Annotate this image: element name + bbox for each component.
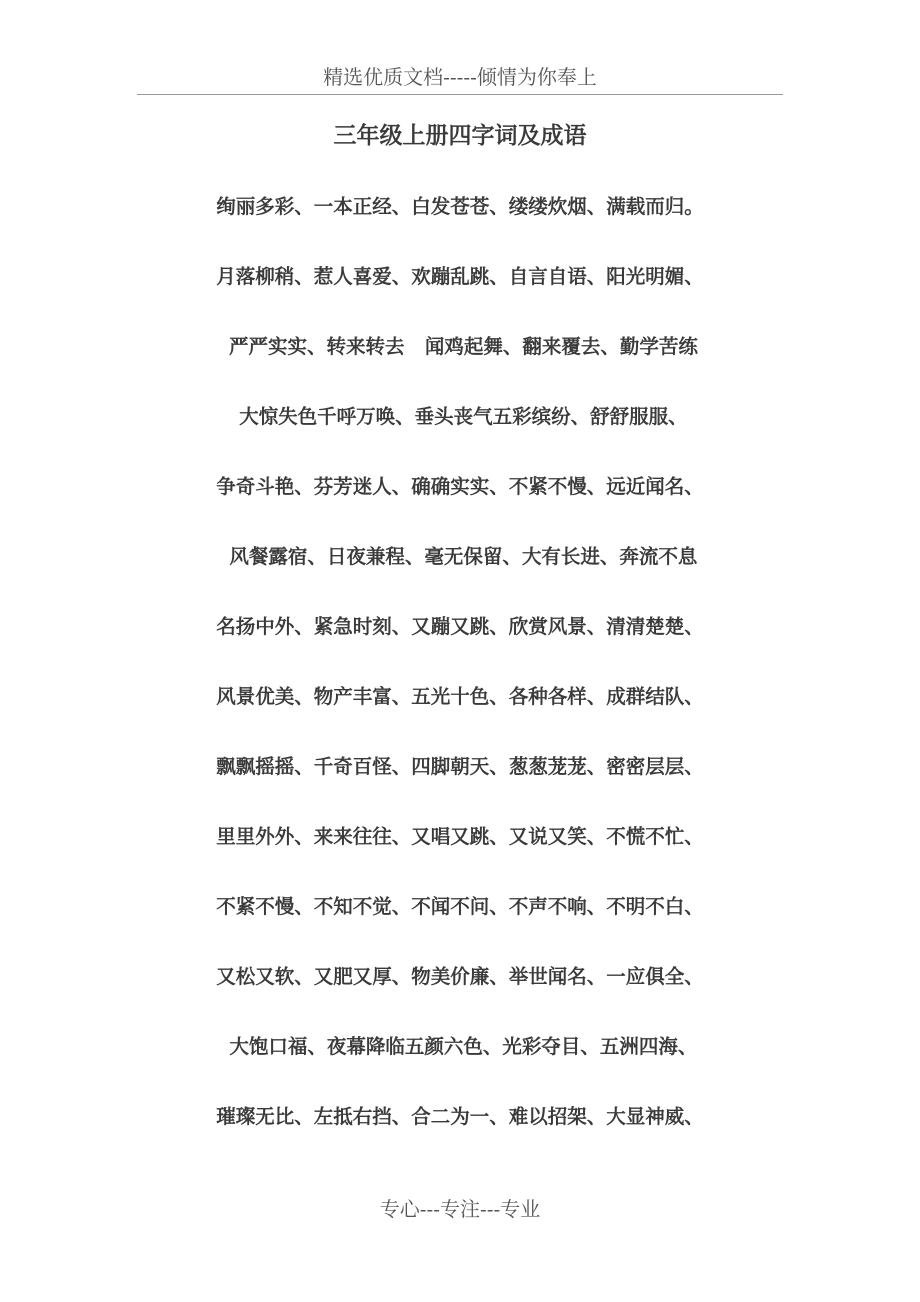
word-line: 风餐露宿、日夜兼程、毫无保留、大有长进、奔流不息 — [222, 545, 698, 568]
word-line: 风景优美、物产丰富、五光十色、各种各样、成群结队、 — [216, 685, 704, 708]
word-list — [0, 187, 920, 1167]
page-header: 精选优质文档-----倾情为你奉上 — [323, 65, 597, 89]
page-footer: 专心---专注---专业 — [379, 1197, 541, 1221]
word-line: 月落柳稍、惹人喜爱、欢蹦乱跳、自言自语、阳光明媚、 — [216, 265, 704, 288]
word-line: 不紧不慢、不知不觉、不闻不问、不声不响、不明不白、 — [216, 895, 704, 918]
word-line: 严严实实、转来转去 闻鸡起舞、翻来覆去、勤学苦练 — [222, 335, 698, 358]
word-line: 又松又软、又肥又厚、物美价廉、举世闻名、一应俱全、 — [216, 965, 704, 988]
header-divider — [137, 94, 783, 95]
word-line: 飘飘摇摇、千奇百怪、四脚朝天、葱葱茏茏、密密层层、 — [216, 755, 704, 778]
word-line: 大饱口福、夜幕降临五颜六色、光彩夺目、五洲四海、 — [222, 1035, 698, 1058]
document-title: 三年级上册四字词及成语 — [333, 122, 587, 149]
word-line: 名扬中外、紧急时刻、又蹦又跳、欣赏风景、清清楚楚、 — [216, 615, 704, 638]
word-line: 绚丽多彩、一本正经、白发苍苍、缕缕炊烟、满载而归。 — [216, 195, 704, 218]
word-line: 争奇斗艳、芬芳迷人、确确实实、不紧不慢、远近闻名、 — [216, 475, 704, 498]
word-line: 璀璨无比、左抵右挡、合二为一、难以招架、大显神威、 — [216, 1105, 704, 1128]
word-line: 里里外外、来来往往、又唱又跳、又说又笑、不慌不忙、 — [216, 825, 704, 848]
word-line: 大惊失色千呼万唤、垂头丧气五彩缤纷、舒舒服服、 — [232, 405, 688, 428]
